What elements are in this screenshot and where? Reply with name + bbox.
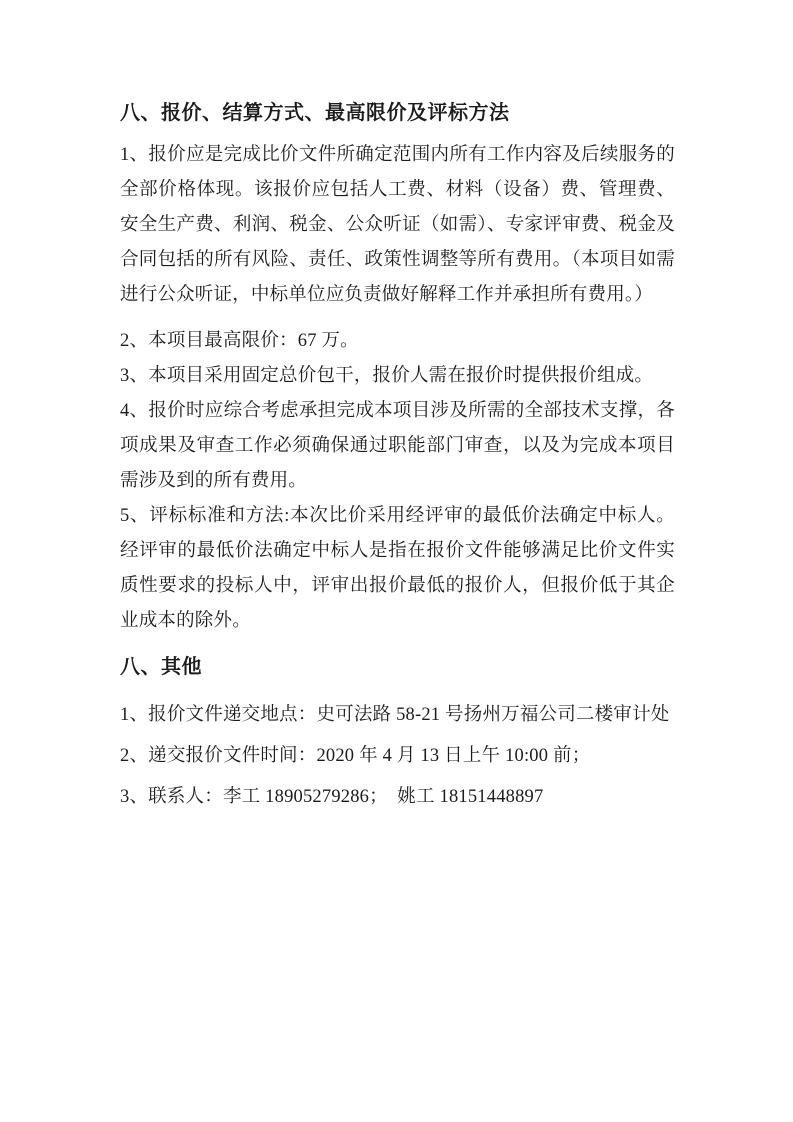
paragraph-evaluation-method: 5、评标标准和方法:本次比价采用经评审的最低价法确定中标人。经评审的最低价法确定中标人是指在报价文件能够满足比价文件实质性要求的投标人中，评审出报价最低的报价人，但报价低于其企业成本的除外。 [120,506,675,631]
paragraph-contacts: 3、联系人：李工 18905279286； 姚工 18151448897 [120,787,544,807]
paragraph-fixed-total-price: 3、本项目采用固定总价包干，报价人需在报价时提供报价组成。 [120,366,654,386]
paragraph-delivery-address: 1、报价文件递交地点：史可法路 58-21 号扬州万福公司二楼审计处 [120,705,670,725]
paragraph-quote-scope: 1、报价应是完成比价文件所确定范围内所有工作内容及后续服务的全部价格体现。该报价应包括人工费、材料（设备）费、管理费、安全生产费、利润、税金、公众听证（如需）、专家评审费、税金及合同包括的所有风险、责任、政策性调整等所有费用。（本项目如需进行公众听证，中标单位应负责做好解释工作并承担所有费用。） [120,145,675,305]
paragraph-delivery-time: 2、递交报价文件时间：2020 年 4 月 13 日上午 10:00 前； [120,746,591,766]
paragraph-max-price: 2、本项目最高限价：67 万。 [120,331,359,351]
section-heading-pricing-evaluation: 八、报价、结算方式、最高限价及评标方法 [120,102,510,124]
paragraph-tech-support-costs: 4、报价时应综合考虑承担完成本项目涉及所需的全部技术支撑，各项成果及审查工作必须确保通过职能部门审查，以及为完成本项目需涉及到的所有费用。 [120,401,675,491]
section-heading-others: 八、其他 [120,656,202,678]
